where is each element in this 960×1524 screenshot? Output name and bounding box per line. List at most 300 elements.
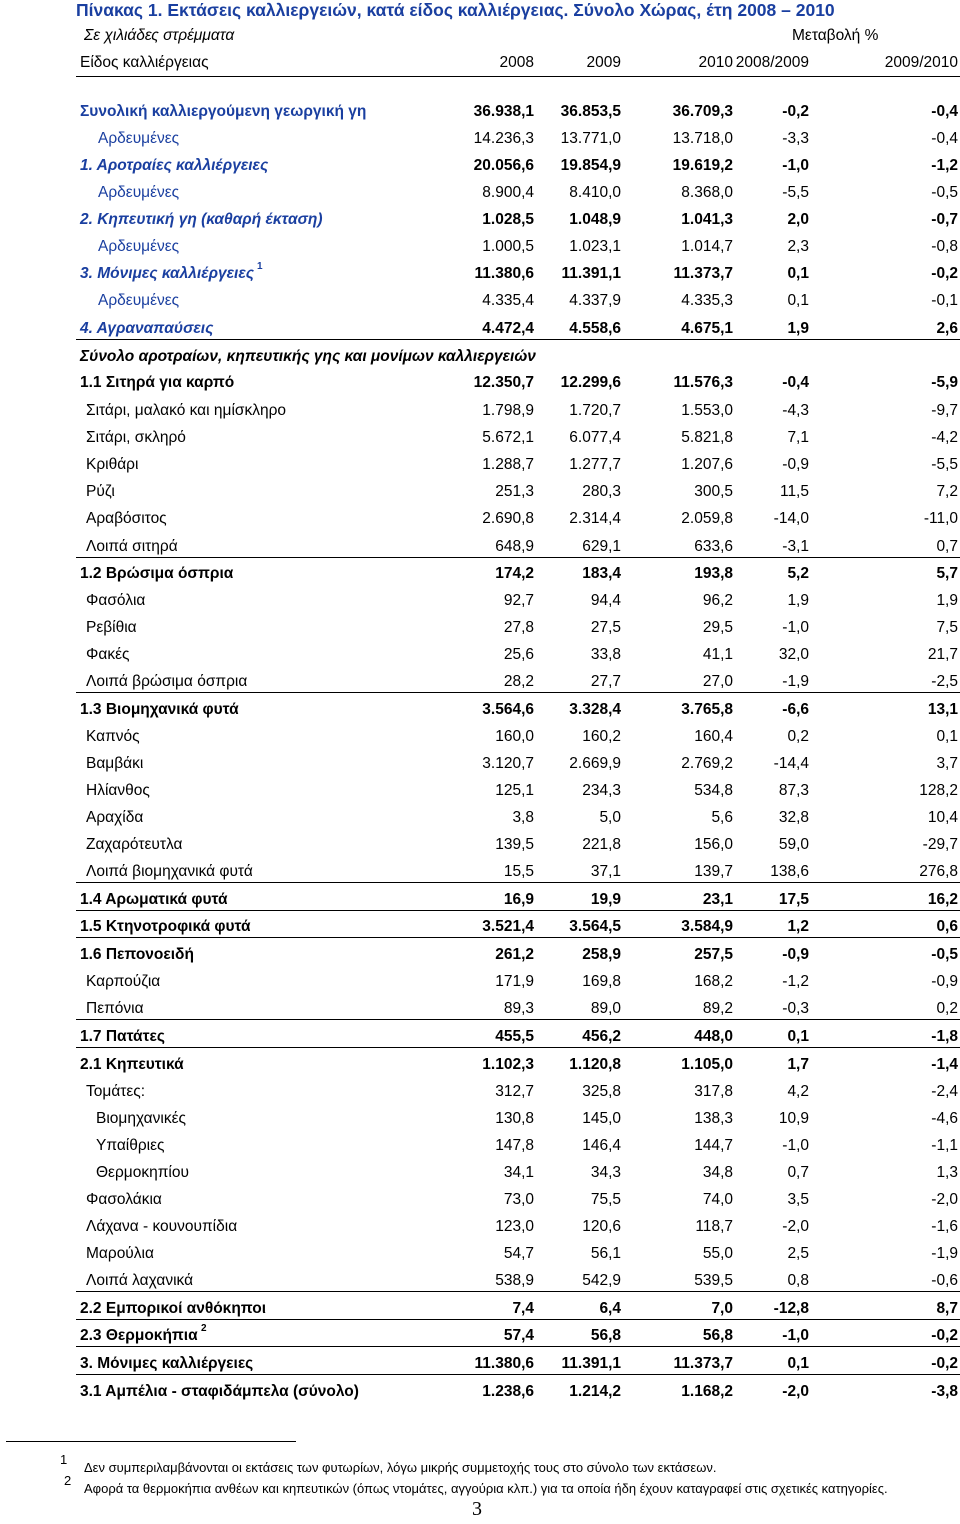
row-label: Σιτάρι, μαλακό και ημίσκληρο bbox=[86, 402, 287, 419]
cell-change-2008-2009: 3,5 bbox=[787, 1191, 809, 1208]
cell-2008: 130,8 bbox=[495, 1110, 534, 1127]
cell-change-2009-2010: -0,7 bbox=[931, 211, 958, 228]
row-underline bbox=[76, 1291, 960, 1292]
row-label: Βαμβάκι bbox=[86, 755, 144, 772]
cell-2008: 36.938,1 bbox=[473, 103, 534, 120]
cell-change-2008-2009: 17,5 bbox=[778, 891, 809, 908]
cell-2009: 37,1 bbox=[590, 863, 621, 880]
footnote-number: 2 bbox=[64, 1473, 72, 1488]
cell-2008: 89,3 bbox=[503, 1000, 534, 1017]
row-underline bbox=[76, 1019, 960, 1020]
cell-change-2008-2009: -3,1 bbox=[782, 538, 809, 555]
cell-2009: 456,2 bbox=[582, 1028, 621, 1045]
cell-change-2008-2009: -4,3 bbox=[782, 402, 809, 419]
cell-2010: 3.765,8 bbox=[681, 701, 733, 718]
cell-2009: 3.328,4 bbox=[569, 701, 621, 718]
cell-change-2009-2010: 7,5 bbox=[936, 619, 958, 636]
cell-2010: 156,0 bbox=[694, 836, 733, 853]
cell-change-2008-2009: -1,0 bbox=[782, 157, 809, 174]
cell-change-2008-2009: -1,9 bbox=[782, 673, 809, 690]
cell-change-2009-2010: -5,5 bbox=[931, 456, 958, 473]
row-underline bbox=[76, 339, 960, 340]
cell-2010: 633,6 bbox=[694, 538, 733, 555]
row-label: 1.1 Σιτηρά για καρπό bbox=[80, 374, 235, 391]
cell-change-2009-2010: -0,4 bbox=[931, 130, 958, 147]
cell-change-2009-2010: 16,2 bbox=[927, 891, 958, 908]
cell-2009: 13.771,0 bbox=[560, 130, 621, 147]
cell-change-2009-2010: -1,8 bbox=[931, 1028, 958, 1045]
cell-change-2009-2010: 276,8 bbox=[919, 863, 958, 880]
cell-2010: 1.553,0 bbox=[681, 402, 733, 419]
cell-change-2009-2010: -3,8 bbox=[931, 1383, 958, 1400]
cell-2010: 1.207,6 bbox=[681, 456, 733, 473]
table-row bbox=[0, 592, 960, 614]
cell-2009: 6,4 bbox=[599, 1300, 621, 1317]
cell-2008: 92,7 bbox=[503, 592, 534, 609]
cell-2010: 8.368,0 bbox=[681, 184, 733, 201]
cell-2008: 123,0 bbox=[495, 1218, 534, 1235]
cell-2010: 138,3 bbox=[694, 1110, 733, 1127]
table-row bbox=[0, 184, 960, 206]
cell-change-2009-2010: 0,1 bbox=[936, 728, 958, 745]
cell-change-2008-2009: 87,3 bbox=[778, 782, 809, 799]
row-underline bbox=[76, 882, 960, 883]
row-label: Λοιπά λαχανικά bbox=[86, 1272, 194, 1289]
cell-2008: 3.564,6 bbox=[482, 701, 534, 718]
cell-change-2008-2009: 32,8 bbox=[778, 809, 809, 826]
cell-2009: 1.048,9 bbox=[569, 211, 621, 228]
row-label: Υπαίθριες bbox=[96, 1137, 165, 1154]
cell-2008: 14.236,3 bbox=[473, 130, 534, 147]
cell-2009: 56,1 bbox=[590, 1245, 621, 1262]
row-label: Καπνός bbox=[86, 728, 140, 745]
cell-change-2009-2010: -0,2 bbox=[931, 265, 958, 282]
table-row bbox=[0, 211, 960, 233]
column-header-change-2008-2009: 2008/2009 bbox=[735, 54, 809, 71]
cell-2008: 11.380,6 bbox=[474, 1355, 534, 1372]
table-row bbox=[0, 619, 960, 641]
cell-2009: 75,5 bbox=[590, 1191, 621, 1208]
table-row bbox=[0, 483, 960, 505]
cell-2008: 3,8 bbox=[512, 809, 534, 826]
cell-2008: 261,2 bbox=[495, 946, 534, 963]
cell-change-2009-2010: 1,3 bbox=[936, 1164, 958, 1181]
table-row bbox=[0, 103, 960, 125]
cell-change-2008-2009: -3,3 bbox=[782, 130, 809, 147]
column-header-change-2009-2010: 2009/2010 bbox=[884, 54, 958, 71]
cell-2010: 5,6 bbox=[711, 809, 733, 826]
cell-2010: 539,5 bbox=[694, 1272, 733, 1289]
cell-change-2009-2010: -0,2 bbox=[931, 1355, 958, 1372]
cell-2010: 11.373,7 bbox=[673, 265, 733, 282]
cell-2009: 19,9 bbox=[590, 891, 621, 908]
cell-2008: 174,2 bbox=[495, 565, 534, 582]
cell-2010: 27,0 bbox=[702, 673, 733, 690]
table-row bbox=[0, 1245, 960, 1267]
cell-2009: 221,8 bbox=[582, 836, 621, 853]
cell-2008: 3.521,4 bbox=[482, 918, 534, 935]
row-label: Ρύζι bbox=[86, 483, 115, 500]
cell-2008: 139,5 bbox=[495, 836, 534, 853]
row-label: 4. Αγραναπαύσεις bbox=[80, 320, 214, 337]
cell-2008: 34,1 bbox=[503, 1164, 534, 1181]
cell-2008: 12.350,7 bbox=[473, 374, 534, 391]
cell-change-2009-2010: 0,2 bbox=[936, 1000, 958, 1017]
cell-2008: 1.798,9 bbox=[482, 402, 534, 419]
cell-2009: 280,3 bbox=[582, 483, 621, 500]
cell-change-2008-2009: 10,9 bbox=[778, 1110, 809, 1127]
footnote-number: 1 bbox=[60, 1452, 68, 1467]
cell-2008: 538,9 bbox=[495, 1272, 534, 1289]
cell-2008: 73,0 bbox=[503, 1191, 534, 1208]
cell-2008: 54,7 bbox=[503, 1245, 534, 1262]
table-row bbox=[0, 1383, 960, 1405]
table-row bbox=[0, 728, 960, 750]
row-underline bbox=[76, 692, 960, 693]
row-label: Σιτάρι, σκληρό bbox=[86, 429, 186, 446]
cell-change-2008-2009: -0,2 bbox=[782, 103, 809, 120]
cell-2009: 94,4 bbox=[590, 592, 621, 609]
row-label: 1.4 Αρωματικά φυτά bbox=[80, 891, 228, 908]
cell-change-2008-2009: 7,1 bbox=[787, 429, 809, 446]
cell-2008: 648,9 bbox=[495, 538, 534, 555]
row-underline bbox=[76, 937, 960, 938]
cell-2008: 171,9 bbox=[495, 973, 534, 990]
cell-2010: 257,5 bbox=[694, 946, 733, 963]
cell-2010: 1.014,7 bbox=[681, 238, 733, 255]
cell-2010: 11.373,7 bbox=[673, 1355, 733, 1372]
row-label: Ηλίανθος bbox=[86, 782, 150, 799]
cell-2008: 28,2 bbox=[503, 673, 534, 690]
cell-2008: 15,5 bbox=[503, 863, 534, 880]
cell-change-2008-2009: -14,0 bbox=[773, 510, 809, 527]
cell-2009: 34,3 bbox=[590, 1164, 621, 1181]
cell-2010: 193,8 bbox=[694, 565, 733, 582]
cell-2008: 7,4 bbox=[512, 1300, 534, 1317]
cell-2008: 1.000,5 bbox=[482, 238, 534, 255]
cell-2009: 2.669,9 bbox=[569, 755, 621, 772]
cell-change-2008-2009: 138,6 bbox=[770, 863, 809, 880]
cell-change-2008-2009: 1,9 bbox=[787, 592, 809, 609]
cell-change-2008-2009: -1,0 bbox=[782, 1137, 809, 1154]
cell-change-2008-2009: -0,3 bbox=[782, 1000, 809, 1017]
cell-change-2008-2009: 4,2 bbox=[787, 1083, 809, 1100]
cell-change-2008-2009: 2,5 bbox=[787, 1245, 809, 1262]
cell-2009: 160,2 bbox=[582, 728, 621, 745]
row-label: 2.1 Κηπευτικά bbox=[80, 1056, 184, 1073]
cell-change-2009-2010: 128,2 bbox=[919, 782, 958, 799]
table-row bbox=[0, 809, 960, 831]
cell-change-2008-2009: 0,1 bbox=[787, 1028, 809, 1045]
cell-2008: 57,4 bbox=[503, 1327, 534, 1344]
units-label: Σε χιλιάδες στρέμματα bbox=[84, 27, 235, 44]
row-label: 2. Κηπευτική γη (καθαρή έκταση) bbox=[80, 211, 323, 228]
cell-2010: 534,8 bbox=[694, 782, 733, 799]
cell-2009: 8.410,0 bbox=[569, 184, 621, 201]
cell-2009: 5,0 bbox=[599, 809, 621, 826]
row-label: Τομάτες: bbox=[86, 1083, 146, 1100]
cell-2010: 300,5 bbox=[694, 483, 733, 500]
cell-2010: 3.584,9 bbox=[681, 918, 733, 935]
cell-2010: 139,7 bbox=[694, 863, 733, 880]
row-label: Φασόλια bbox=[86, 592, 146, 609]
cell-change-2008-2009: -0,9 bbox=[782, 456, 809, 473]
cell-change-2008-2009: 59,0 bbox=[778, 836, 809, 853]
row-label: Σύνολο αροτραίων, κηπευτικής γης και μονίμων καλλιεργειών bbox=[80, 348, 536, 365]
change-header: Μεταβολή % bbox=[792, 27, 879, 44]
table-row bbox=[0, 1056, 960, 1078]
column-header-2010: 2010 bbox=[698, 54, 733, 71]
cell-2009: 11.391,1 bbox=[561, 1355, 621, 1372]
table-row bbox=[0, 565, 960, 587]
row-label: 3. Μόνιμες καλλιέργειες bbox=[80, 1355, 254, 1372]
cell-change-2008-2009: -6,6 bbox=[782, 701, 809, 718]
cell-2009: 11.391,1 bbox=[561, 265, 621, 282]
cell-2009: 1.214,2 bbox=[569, 1383, 621, 1400]
row-label: 1.5 Κτηνοτροφικά φυτά bbox=[80, 918, 251, 935]
footnote-marker: 1 bbox=[257, 261, 263, 272]
page-number: 3 bbox=[472, 1498, 482, 1520]
cell-change-2009-2010: -0,1 bbox=[931, 292, 958, 309]
table-row bbox=[0, 402, 960, 424]
cell-change-2008-2009: -1,2 bbox=[782, 973, 809, 990]
cell-2008: 312,7 bbox=[495, 1083, 534, 1100]
row-label: Λοιπά βρώσιμα όσπρια bbox=[86, 673, 248, 690]
table-row bbox=[0, 782, 960, 804]
cell-2008: 125,1 bbox=[495, 782, 534, 799]
row-label: 1.6 Πεπονοειδή bbox=[80, 946, 194, 963]
row-label: Συνολική καλλιεργούμενη γεωργική γη bbox=[80, 103, 367, 120]
cell-change-2009-2010: 0,7 bbox=[936, 538, 958, 555]
cell-2010: 19.619,2 bbox=[672, 157, 733, 174]
cell-change-2009-2010: -0,5 bbox=[931, 184, 958, 201]
cell-2010: 2.769,2 bbox=[681, 755, 733, 772]
cell-2010: 23,1 bbox=[702, 891, 733, 908]
cell-change-2008-2009: -5,5 bbox=[782, 184, 809, 201]
table-row bbox=[0, 130, 960, 152]
cell-2008: 11.380,6 bbox=[474, 265, 534, 282]
cell-change-2009-2010: -11,0 bbox=[923, 510, 958, 527]
cell-change-2009-2010: 7,2 bbox=[936, 483, 958, 500]
row-label: Αρδευμένες bbox=[98, 292, 180, 309]
cell-change-2009-2010: -1,2 bbox=[931, 157, 958, 174]
cell-2008: 1.028,5 bbox=[482, 211, 534, 228]
cell-change-2009-2010: -5,9 bbox=[931, 374, 958, 391]
row-label: 3.1 Αμπέλια - σταφιδάμπελα (σύνολο) bbox=[80, 1383, 359, 1400]
table-title: Πίνακας 1. Εκτάσεις καλλιεργειών, κατά είδος καλλιέργειας. Σύνολο Χώρας, έτη 2008 – 2010 bbox=[76, 0, 835, 20]
cell-2010: 4.335,3 bbox=[681, 292, 733, 309]
row-underline bbox=[76, 1047, 960, 1048]
table-row bbox=[0, 836, 960, 858]
cell-change-2009-2010: -1,4 bbox=[931, 1056, 958, 1073]
cell-2009: 3.564,5 bbox=[569, 918, 621, 935]
table-row bbox=[0, 946, 960, 968]
cell-2008: 160,0 bbox=[495, 728, 534, 745]
row-label: Λοιπά σιτηρά bbox=[86, 538, 178, 555]
cell-2010: 13.718,0 bbox=[672, 130, 733, 147]
cell-2010: 2.059,8 bbox=[681, 510, 733, 527]
row-label: Θερμοκηπίου bbox=[96, 1164, 189, 1181]
table-row bbox=[0, 701, 960, 723]
cell-change-2009-2010: -1,9 bbox=[931, 1245, 958, 1262]
footnote-text: Αφορά τα θερμοκήπια ανθέων και κηπευτικών (όπως ντομάτες, αγγούρια κλπ.) για τα οποία ήδη έχουν καταγραφεί στις σχετικές κατηγορίες. bbox=[84, 1481, 888, 1496]
cell-change-2009-2010: 1,9 bbox=[936, 592, 958, 609]
row-label: Ζαχαρότευτλα bbox=[86, 836, 183, 853]
row-underline bbox=[76, 1374, 960, 1375]
row-label: Πεπόνια bbox=[86, 1000, 144, 1017]
cell-change-2008-2009: 0,1 bbox=[787, 1355, 809, 1372]
row-label: Αρδευμένες bbox=[98, 238, 180, 255]
row-label: Φασολάκια bbox=[86, 1191, 162, 1208]
cell-2008: 27,8 bbox=[503, 619, 534, 636]
cell-2009: 183,4 bbox=[582, 565, 621, 582]
cell-2010: 96,2 bbox=[702, 592, 733, 609]
cell-change-2008-2009: 0,1 bbox=[787, 265, 809, 282]
cell-change-2009-2010: -0,8 bbox=[931, 238, 958, 255]
cell-change-2009-2010: -1,1 bbox=[931, 1137, 958, 1154]
row-label: Καρπούζια bbox=[86, 973, 161, 990]
cell-2010: 34,8 bbox=[702, 1164, 733, 1181]
row-label: Μαρούλια bbox=[86, 1245, 154, 1262]
cell-2009: 2.314,4 bbox=[569, 510, 621, 527]
cell-change-2008-2009: -0,9 bbox=[782, 946, 809, 963]
cell-2009: 4.337,9 bbox=[569, 292, 621, 309]
table-row bbox=[0, 238, 960, 260]
cell-2009: 325,8 bbox=[582, 1083, 621, 1100]
cell-2010: 168,2 bbox=[694, 973, 733, 990]
cell-2010: 36.709,3 bbox=[672, 103, 733, 120]
row-label: 1.7 Πατάτες bbox=[80, 1028, 165, 1045]
row-label: Αρδευμένες bbox=[98, 184, 180, 201]
cell-2009: 1.720,7 bbox=[569, 402, 621, 419]
table-row bbox=[0, 1191, 960, 1213]
row-label: 1. Αροτραίες καλλιέργειες bbox=[80, 157, 269, 174]
cell-change-2009-2010: 0,6 bbox=[936, 918, 958, 935]
cell-2010: 1.041,3 bbox=[681, 211, 733, 228]
cell-2008: 25,6 bbox=[503, 646, 534, 663]
cell-2009: 145,0 bbox=[582, 1110, 621, 1127]
table-row bbox=[0, 646, 960, 668]
cell-change-2008-2009: 32,0 bbox=[778, 646, 809, 663]
cell-change-2008-2009: 1,9 bbox=[787, 320, 809, 337]
row-label: 1.2 Βρώσιμα όσπρια bbox=[80, 565, 234, 582]
cell-2010: 1.105,0 bbox=[681, 1056, 733, 1073]
cell-change-2008-2009: 1,7 bbox=[787, 1056, 809, 1073]
cell-change-2009-2010: -29,7 bbox=[922, 836, 958, 853]
cell-change-2009-2010: 2,6 bbox=[936, 320, 958, 337]
cell-2008: 16,9 bbox=[503, 891, 534, 908]
column-header-2009: 2009 bbox=[586, 54, 621, 71]
table-row bbox=[0, 1218, 960, 1240]
cell-2009: 27,7 bbox=[590, 673, 621, 690]
cell-change-2008-2009: 11,5 bbox=[779, 483, 809, 500]
cell-2008: 1.238,6 bbox=[482, 1383, 534, 1400]
cell-change-2008-2009: 0,8 bbox=[787, 1272, 809, 1289]
cell-change-2008-2009: 2,3 bbox=[787, 238, 809, 255]
cell-2009: 146,4 bbox=[582, 1137, 621, 1154]
cell-change-2008-2009: 5,2 bbox=[787, 565, 809, 582]
cell-2008: 1.288,7 bbox=[482, 456, 534, 473]
footnote-marker: 2 bbox=[201, 1323, 207, 1334]
cell-2009: 19.854,9 bbox=[560, 157, 621, 174]
table-row bbox=[0, 1137, 960, 1159]
cell-change-2009-2010: -0,5 bbox=[931, 946, 958, 963]
cell-2010: 1.168,2 bbox=[681, 1383, 733, 1400]
cell-2008: 5.672,1 bbox=[482, 429, 534, 446]
cell-2009: 542,9 bbox=[582, 1272, 621, 1289]
row-underline bbox=[76, 910, 960, 911]
cell-2009: 120,6 bbox=[582, 1218, 621, 1235]
cell-2009: 629,1 bbox=[582, 538, 621, 555]
row-label: Λάχανα - κουνουπίδια bbox=[86, 1218, 238, 1235]
row-label: 2.2 Εμπορικοί ανθόκηποι bbox=[80, 1300, 266, 1317]
row-label: Ρεβίθια bbox=[86, 619, 137, 636]
cell-2010: 144,7 bbox=[694, 1137, 733, 1154]
cell-2009: 1.023,1 bbox=[569, 238, 621, 255]
cell-2010: 56,8 bbox=[702, 1327, 733, 1344]
row-underline bbox=[76, 1319, 960, 1320]
cell-change-2009-2010: 13,1 bbox=[927, 701, 958, 718]
cell-2010: 41,1 bbox=[702, 646, 733, 663]
cell-change-2008-2009: -1,0 bbox=[782, 1327, 809, 1344]
cell-2009: 12.299,6 bbox=[560, 374, 621, 391]
header-divider bbox=[76, 76, 960, 77]
cell-change-2008-2009: -2,0 bbox=[782, 1383, 809, 1400]
cell-change-2009-2010: -0,6 bbox=[931, 1272, 958, 1289]
cell-2010: 29,5 bbox=[702, 619, 733, 636]
cell-2009: 1.277,7 bbox=[569, 456, 621, 473]
cell-2008: 4.335,4 bbox=[482, 292, 534, 309]
cell-change-2009-2010: 3,7 bbox=[936, 755, 958, 772]
cell-2009: 6.077,4 bbox=[569, 429, 621, 446]
footnote-text: Δεν συμπεριλαμβάνονται οι εκτάσεις των φυτωρίων, λόγω μικρής συμμετοχής τους στο σύνολο των εκτάσεων. bbox=[84, 1460, 717, 1475]
cell-2008: 455,5 bbox=[495, 1028, 534, 1045]
row-label: Φακές bbox=[86, 646, 130, 663]
cell-change-2009-2010: -9,7 bbox=[931, 402, 958, 419]
cell-2010: 89,2 bbox=[702, 1000, 733, 1017]
column-header-label: Είδος καλλιέργειας bbox=[80, 54, 209, 71]
row-label: 3. Μόνιμες καλλιέργειες bbox=[80, 265, 255, 282]
cell-2010: 160,4 bbox=[694, 728, 733, 745]
cell-change-2009-2010: 21,7 bbox=[927, 646, 958, 663]
cell-2009: 234,3 bbox=[582, 782, 621, 799]
cell-change-2009-2010: -4,2 bbox=[931, 429, 958, 446]
cell-change-2008-2009: -1,0 bbox=[782, 619, 809, 636]
row-underline bbox=[76, 1346, 960, 1347]
cell-2009: 258,9 bbox=[582, 946, 621, 963]
cell-change-2008-2009: 0,7 bbox=[787, 1164, 809, 1181]
cell-2010: 11.576,3 bbox=[673, 374, 733, 391]
row-label: Αραβόσιτος bbox=[86, 510, 167, 527]
row-label: Αραχίδα bbox=[86, 809, 144, 826]
cell-2008: 2.690,8 bbox=[482, 510, 534, 527]
table-row bbox=[0, 157, 960, 179]
cell-change-2009-2010: -2,4 bbox=[931, 1083, 958, 1100]
row-label: Αρδευμένες bbox=[98, 130, 180, 147]
cell-change-2009-2010: 5,7 bbox=[936, 565, 958, 582]
cell-2008: 3.120,7 bbox=[482, 755, 534, 772]
cell-2010: 317,8 bbox=[694, 1083, 733, 1100]
cell-change-2009-2010: -4,6 bbox=[931, 1110, 958, 1127]
cell-2008: 1.102,3 bbox=[482, 1056, 534, 1073]
table-row bbox=[0, 374, 960, 396]
cell-2008: 20.056,6 bbox=[473, 157, 534, 174]
cell-2009: 56,8 bbox=[590, 1327, 621, 1344]
cell-change-2008-2009: 0,1 bbox=[787, 292, 809, 309]
cell-2008: 147,8 bbox=[495, 1137, 534, 1154]
row-label: 1.3 Βιομηχανικά φυτά bbox=[80, 701, 239, 718]
table-row bbox=[0, 348, 960, 370]
